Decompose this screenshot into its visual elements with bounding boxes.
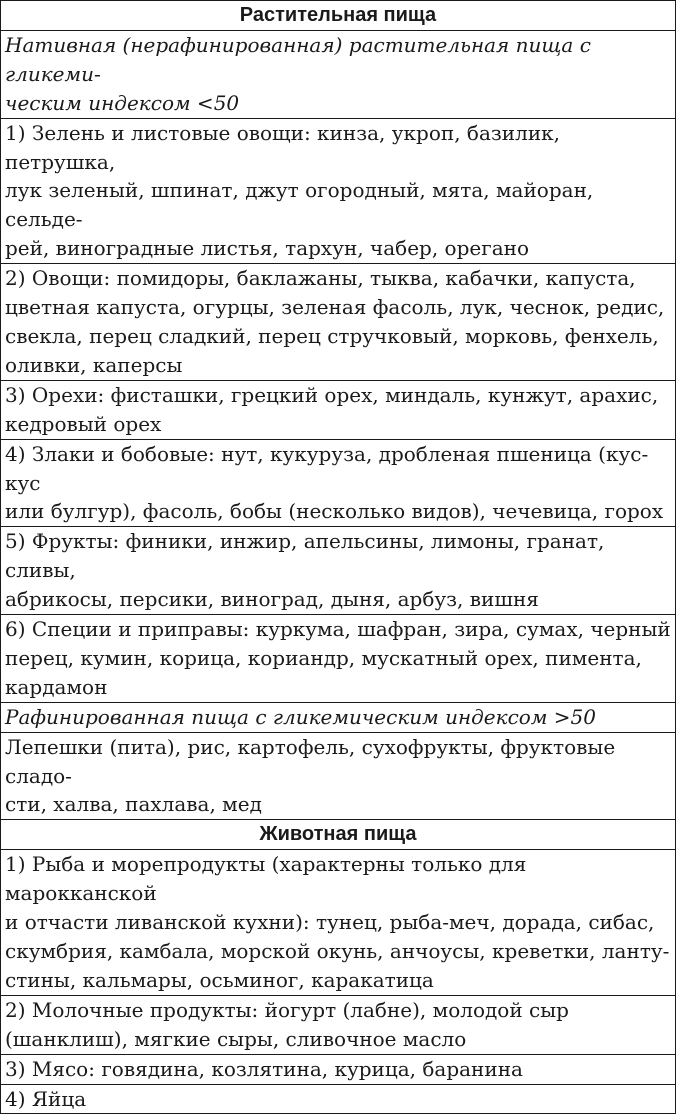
- animal-header-row: [1, 820, 676, 850]
- table-row: [1, 1054, 676, 1084]
- plant-item-vegetables: 2) Овощи: помидоры, баклажаны, тыква, кабачки, капуста, цветная капуста, огурцы, зеленая фасоль, лук, чеснок, редис, свекла, перец сладкий, перец стручковый, морковь, фенхель, оливки, каперсы: [1, 264, 676, 381]
- animal-item-seafood: 1) Рыба и морепродукты (характерны только для марокканской и отчасти ливанской кухни): тунец, рыба-меч, дорада, сибас, скумбрия, камбала, морской окунь, анчоусы, креветки, ланту- стины, кальмары, осьминог, каракатица: [1, 850, 676, 996]
- animal-item-meat: 3) Мясо: говядина, козлятина, курица, баранина: [1, 1054, 676, 1084]
- plant-item-grains: 4) Злаки и бобовые: нут, кукуруза, дробленая пшеница (кус-кус или булгур), фасоль, бобы (несколько видов), чечевица, горох: [1, 439, 676, 527]
- plant-item-fruits: 5) Фрукты: финики, инжир, апельсины, лимоны, гранат, сливы, абрикосы, персики, виноград, дыня, арбуз, вишня: [1, 527, 676, 615]
- table-row: [1, 527, 676, 615]
- table-row: [1, 264, 676, 381]
- plant-item-greens: 1) Зелень и листовые овощи: кинза, укроп, базилик, петрушка, лук зеленый, шпинат, джут огородный, мята, майоран, сельде- рей, виноградные листья, тархун, чабер, орегано: [1, 118, 676, 264]
- table-row: [1, 380, 676, 439]
- refined-subtitle: Рафинированная пища с гликемическим индексом >50: [1, 702, 676, 732]
- refined-items: Лепешки (пита), рис, картофель, сухофрукты, фруктовые сладо- сти, халва, пахлава, мед: [1, 732, 676, 820]
- table-row: [1, 118, 676, 264]
- table-row: [1, 995, 676, 1054]
- table-row: [1, 732, 676, 820]
- refined-subtitle-row: [1, 702, 676, 732]
- native-subtitle-row: [1, 30, 676, 118]
- table-row: [1, 615, 676, 703]
- animal-header: Животная пища: [1, 820, 676, 850]
- table-row: [1, 850, 676, 996]
- animal-item-eggs: 4) Яйца: [1, 1084, 676, 1114]
- plant-item-nuts: 3) Орехи: фисташки, грецкий орех, миндаль, кунжут, арахис, кедровый орех: [1, 380, 676, 439]
- plant-header: Растительная пища: [1, 1, 676, 31]
- table-row: [1, 1084, 676, 1114]
- plant-header-row: [1, 1, 676, 31]
- native-subtitle: Нативная (нерафинированная) растительная пища с гликеми- ческим индексом <50: [1, 30, 676, 118]
- plant-item-spices: 6) Специи и приправы: куркума, шафран, зира, сумах, черный перец, кумин, корица, кориандр, мускатный орех, пимента, кардамон: [1, 615, 676, 703]
- animal-item-dairy: 2) Молочные продукты: йогурт (лабне), молодой сыр (шанклиш), мягкие сыры, сливочное масло: [1, 995, 676, 1054]
- table-row: [1, 439, 676, 527]
